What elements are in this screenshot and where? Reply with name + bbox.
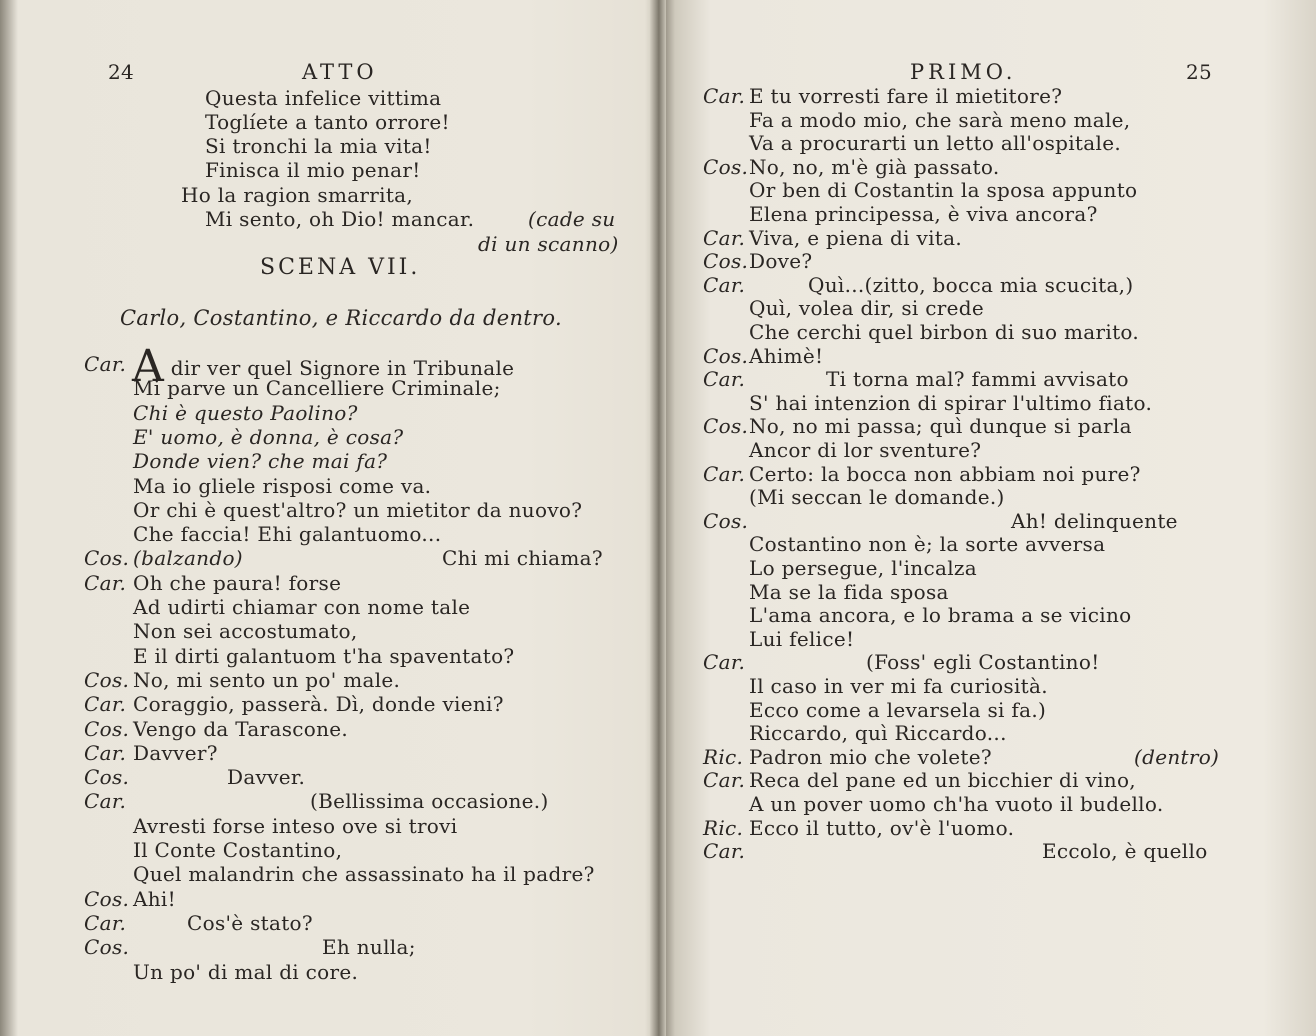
right-aligned-text: (dentro) — [1134, 744, 1220, 769]
dialogue-line: L'ama ancora, e lo brama a se vicino — [749, 603, 1132, 628]
dialogue-line: E' uomo, è donna, è cosa? — [133, 424, 404, 449]
dialogue-line: Non sei accostumato, — [133, 619, 358, 644]
dialogue-line: Che cerchi quel birbon di suo marito. — [749, 320, 1140, 344]
speaker-label: Cos. — [703, 508, 749, 533]
speaker-label: Car. — [703, 768, 746, 793]
dialogue-line: Il caso in ver mi fa curiosità. — [749, 674, 1048, 698]
dialogue-line: Or ben di Costantin la sposa appunto — [749, 178, 1138, 203]
verse-line: Toglíete a tanto orrore! — [205, 110, 450, 134]
speaker-label: Car. — [703, 84, 746, 108]
dialogue-line: Ancor di lor sventure? — [749, 438, 982, 462]
speaker-label: Cos. — [703, 249, 749, 274]
dialogue-line: Eh nulla; — [322, 935, 416, 960]
dialogue-line: (Mi seccan le domande.) — [749, 485, 1005, 510]
dialogue-line: A un pover uomo ch'ha vuoto il budello. — [749, 792, 1164, 816]
dialogue-line: Ecco il tutto, ov'è l'uomo. — [749, 815, 1015, 840]
verse-line: Finisca il mio penar! — [205, 158, 421, 182]
stage-direction: di un scanno) — [478, 232, 619, 256]
scene-title: SCENA VII. — [260, 255, 421, 280]
dialogue-line: No, no, m'è già passato. — [749, 154, 1000, 179]
speaker-label: Cos. — [84, 716, 130, 741]
left-page — [0, 0, 650, 1036]
dialogue-line: Mi parve un Cancelliere Criminale; — [133, 376, 501, 401]
page-number: 24 — [108, 60, 135, 84]
verse-line: Si tronchi la mia vita! — [205, 134, 432, 158]
dialogue-line: No, mi sento un po' male. — [133, 667, 401, 692]
dialogue-line: Vengo da Tarascone. — [133, 716, 349, 741]
dialogue-line: Quì, volea dir, si crede — [749, 296, 984, 321]
dialogue-line: Eccolo, è quello — [1042, 839, 1208, 864]
speaker-label: Ric. — [703, 744, 744, 769]
speaker-label: Car. — [703, 225, 746, 250]
dialogue-line: E il dirti galantuom t'ha spaventato? — [133, 643, 515, 668]
running-head: ATTO — [302, 60, 378, 84]
dialogue-line: Quel malandrin che assassinato ha il padre? — [133, 862, 595, 887]
speaker-label: Car. — [84, 910, 127, 935]
speaker-label: Car. — [703, 461, 746, 486]
speaker-label: Ric. — [703, 815, 744, 840]
dialogue-line: Davver. — [227, 765, 306, 790]
dialogue-line: Coraggio, passerà. Dì, donde vieni? — [133, 692, 504, 717]
page-number: 25 — [1186, 60, 1213, 84]
right-page — [666, 0, 1316, 1036]
dialogue-line: Ti torna mal? fammi avvisato — [826, 367, 1129, 392]
dialogue-line: Viva, e piena di vita. — [749, 225, 962, 250]
speaker-label: Car. — [703, 367, 746, 392]
dialogue-line: Ma io gliele risposi come va. — [133, 473, 432, 498]
speaker-label: Car. — [84, 789, 127, 814]
dialogue-line: Dove? — [749, 249, 813, 274]
dialogue-line: Lui felice! — [749, 626, 855, 651]
dialogue-line: Un po' di mal di core. — [133, 959, 359, 984]
dialogue-line: Certo: la bocca non abbiam noi pure? — [749, 461, 1141, 486]
dialogue-line: Elena principessa, è viva ancora? — [749, 202, 1098, 226]
drop-cap: A — [132, 341, 165, 392]
verse-line: Mi sento, oh Dio! mancar. — [205, 207, 475, 231]
dialogue-line: Lo persegue, l'incalza — [749, 556, 977, 580]
dialogue-line: Ahi! — [133, 886, 176, 911]
speaker-label: Cos. — [84, 667, 130, 692]
speaker-label: Car. — [84, 692, 127, 717]
scene-characters: Carlo, Costantino, e Riccardo da dentro. — [120, 306, 562, 330]
running-head: PRIMO. — [910, 60, 1017, 84]
dialogue-line: (balzando) — [133, 546, 243, 571]
speaker-label: Car. — [703, 272, 746, 297]
dialogue-line: Quì...(zitto, bocca mia scucita,) — [808, 272, 1134, 297]
speaker-label: Car. — [84, 570, 127, 595]
speaker-label: Cos. — [703, 154, 749, 179]
dialogue-line: Davver? — [133, 740, 218, 765]
verse-line: Ho la ragion smarrita, — [181, 183, 414, 207]
speaker-label: Car. — [703, 650, 746, 675]
dialogue-line: A dir ver quel Signore in Tribunale — [132, 341, 515, 392]
dialogue-line: Oh che paura! forse — [133, 570, 342, 595]
speaker-label: Car. — [703, 839, 746, 864]
dialogue-line: Chi è questo Paolino? — [133, 400, 358, 425]
speaker-label: Cos. — [703, 343, 749, 368]
dialogue-line: S' hai intenzion di spirar l'ultimo fiato. — [749, 390, 1153, 415]
verse-line: Questa infelice vittima — [205, 86, 442, 110]
speaker-label: Car. — [84, 740, 127, 765]
dialogue-line: E tu vorresti fare il mietitore? — [749, 84, 1063, 108]
right-aligned-text: Chi mi chiama? — [442, 546, 603, 571]
dialogue-line: Il Conte Costantino, — [133, 838, 343, 862]
speaker-label: Car. — [84, 352, 127, 376]
dialogue-line: Fa a modo mio, che sarà meno male, — [749, 107, 1131, 132]
speaker-label: Cos. — [84, 886, 130, 911]
dialogue-line: Cos'è stato? — [187, 910, 313, 935]
book-gutter — [650, 0, 666, 1036]
dialogue-line: Avresti forse inteso ove si trovi — [133, 813, 458, 838]
dialogue-line: Costantino non è; la sorte avversa — [749, 532, 1106, 557]
speaker-label: Cos. — [84, 546, 130, 571]
dialogue-line: Ma se la fida sposa — [749, 579, 949, 604]
speaker-label: Cos. — [84, 765, 130, 790]
stage-direction: (cade su — [528, 207, 616, 231]
dialogue-line: Padron mio che volete? — [749, 744, 992, 769]
dialogue-line: Va a procurarti un letto all'ospitale. — [749, 131, 1121, 156]
dialogue-line: Che faccia! Ehi galantuomo... — [133, 522, 442, 547]
speaker-label: Cos. — [84, 935, 130, 960]
dialogue-line: Ecco come a levarsela si fa.) — [749, 697, 1047, 722]
dialogue-line: (Foss' egli Costantino! — [866, 650, 1100, 675]
dialogue-line: Ahimè! — [749, 343, 824, 368]
dialogue-line: Donde vien? che mai fa? — [133, 449, 388, 474]
dialogue-line: No, no mi passa; quì dunque si parla — [749, 414, 1132, 439]
dialogue-line: Reca del pane ed un bicchier di vino, — [749, 768, 1136, 793]
dialogue-line: Riccardo, quì Riccardo... — [749, 721, 1007, 746]
dialogue-line: Ad udirti chiamar con nome tale — [133, 595, 471, 619]
dialogue-line: Or chi è quest'altro? un mietitor da nuovo? — [133, 497, 583, 522]
speaker-label: Cos. — [703, 414, 749, 439]
dialogue-line: Ah! delinquente — [1011, 508, 1178, 533]
dialogue-line: (Bellissima occasione.) — [310, 789, 549, 814]
